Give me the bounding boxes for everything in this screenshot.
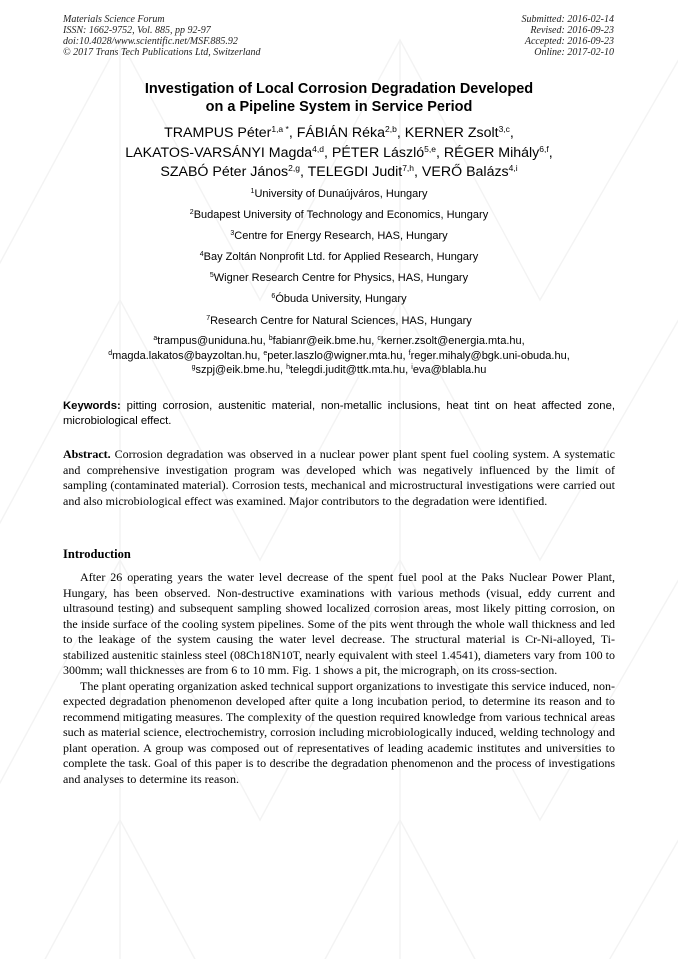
title-line-2: on a Pipeline System in Service Period bbox=[205, 99, 473, 115]
email-mark: i bbox=[411, 364, 413, 371]
author-name: KERNER Zsolt bbox=[404, 125, 499, 141]
intro-paragraph-2: The plant operating organization asked technical support organizations to investigate this service induced, non-expected degradation phenomenon developed after quite a long incubation period, to determine its reason and to recommend mitigating measures. The complexity of the question required knowledge from various technical areas such as material science, electrochemistry, corrosion including microbiologically induced, welding technology and plant operation. A group was composed out of representatives of leading academic institutes and universities to complete the task. Goal of this paper is to describe the degradation phenomenon and the process of investigations and analyses to determine its reason. bbox=[63, 678, 615, 786]
affiliation-number: 2 bbox=[189, 209, 194, 217]
affiliation-text: Research Centre for Natural Sciences, HAS, Hungary bbox=[210, 314, 472, 327]
author-line-2: LAKATOS-VARSÁNYI Magda$^{4,d}$, PÉTER László$^{5,e}$, RÉGER Mihály$^{6,f}$, bbox=[125, 143, 553, 161]
author-affiliation-mark: 3,c bbox=[498, 124, 510, 134]
affiliation-list bbox=[63, 184, 615, 332]
title-line-1: Investigation of Local Corrosion Degradation Developed bbox=[144, 81, 534, 97]
author-list bbox=[63, 124, 615, 183]
online-date: Online: 2017-02-10 bbox=[534, 47, 614, 58]
email-address: szpj@eik.bme.hu bbox=[195, 364, 281, 376]
affiliation bbox=[63, 268, 615, 289]
email-mark: a bbox=[153, 335, 158, 342]
affiliation-text: Centre for Energy Research, HAS, Hungary bbox=[234, 230, 448, 243]
author-affiliation-mark: 6,f bbox=[539, 143, 549, 154]
email-address: kerner.zsolt@energia.mta.hu bbox=[380, 335, 522, 347]
author-name: SZABÓ Péter János bbox=[160, 164, 289, 180]
author-affiliation-mark: 1,a * bbox=[271, 124, 289, 134]
author-name: TRAMPUS Péter bbox=[164, 125, 272, 141]
author-affiliation-mark: 2,g bbox=[288, 163, 300, 173]
email-mark: g bbox=[191, 364, 196, 371]
paper-title bbox=[63, 80, 615, 116]
author-affiliation-mark: 2,b bbox=[385, 124, 397, 134]
author-affiliation-mark: 5,e bbox=[424, 143, 436, 154]
email-line-1: $^a$trampus@uniduna.hu, $^b$fabianr@eik.bme.hu, $^c$kerner.zsolt@energia.mta.hu, bbox=[153, 335, 525, 347]
email-address: magda.lakatos@bayzoltan.hu bbox=[112, 349, 258, 362]
affiliation bbox=[63, 311, 615, 332]
email-address: trampus@uniduna.hu bbox=[157, 335, 263, 347]
author-name: LAKATOS-VARSÁNYI Magda bbox=[125, 144, 313, 161]
intro-paragraph-1: After 26 operating years the water level decrease of the spent fuel pool at the Paks Nuclear Power Plant, Hungary, has been observed. Non-destructive examinations with various methods (visual, eddy current and ultrasound testing) and subsequent sampling showed localized corrosion areas, most likely pitting corrosion, on the inside surface of the cooling system pipelines. Some of the pits went through the whole wall thickness and led to the leakage of the system causing the water level decrease. The structural material is Cr-Ni-alloyed, Ti-stabilized austenitic stainless steel (08Ch18N10T, nearly equivalent with steel 1.4541), diameters vary from 100 to 300mm; wall thicknesses are from 6 to 10 mm. Fig. 1 shows a pit, the micrograph, on its cross-section. bbox=[63, 570, 615, 677]
email-mark: d bbox=[108, 349, 113, 357]
abstract-label: Abstract. bbox=[63, 447, 111, 461]
author-name: TELEGDI Judit bbox=[307, 164, 403, 180]
email-mark: b bbox=[268, 335, 273, 342]
journal-name: Materials Science Forum bbox=[63, 14, 165, 25]
author-name: PÉTER László bbox=[331, 144, 425, 161]
affiliation-number: 3 bbox=[230, 230, 235, 238]
section-heading-introduction: Introduction bbox=[63, 547, 131, 561]
keywords-text: pitting corrosion, austenitic material, non-metallic inclusions, heat tint on heat affected zone, microbiological effect. bbox=[63, 400, 616, 427]
accepted-date: Accepted: 2016-09-23 bbox=[524, 36, 614, 47]
abstract-text: Corrosion degradation was observed in a nuclear power plant spent fuel cooling system. A systematic and comprehensive investigation program was developed which was negatively influenced by the limit of sampling (contaminated material). Corrosion tests, mechanical and microstructural investigations were carried out and also microbiological effect was examined. Major contributors to the degradation were identified. bbox=[63, 447, 615, 508]
email-mark: e bbox=[263, 349, 268, 357]
affiliation bbox=[63, 289, 615, 310]
email-mark: f bbox=[408, 349, 411, 357]
affiliation bbox=[63, 226, 615, 247]
author-affiliation-mark: 7,h bbox=[402, 163, 415, 173]
author-affiliation-mark: 4,d bbox=[312, 143, 324, 154]
affiliation-text: Wigner Research Centre for Physics, HAS, Hungary bbox=[213, 272, 469, 285]
affiliation-text: Óbuda University, Hungary bbox=[275, 293, 407, 306]
affiliation bbox=[63, 184, 615, 205]
keywords-paragraph bbox=[63, 399, 615, 428]
email-mark: h bbox=[286, 364, 291, 371]
email-line-2: $^d$magda.lakatos@bayzoltan.hu, $^e$peter.laszlo@wigner.mta.hu, $^f$reger.mihaly@bgk.uni-obuda.hu, bbox=[108, 349, 570, 362]
introduction-body bbox=[63, 570, 615, 787]
email-address: fabianr@eik.bme.hu bbox=[272, 335, 372, 347]
email-address: reger.mihaly@bgk.uni-obuda.hu bbox=[410, 349, 567, 362]
affiliation-text: Budapest University of Technology and Economics, Hungary bbox=[193, 209, 489, 222]
email-address: eva@blabla.hu bbox=[412, 364, 487, 376]
affiliation-number: 4 bbox=[199, 251, 204, 259]
email-mark: c bbox=[377, 335, 381, 342]
affiliation bbox=[63, 247, 615, 268]
affiliation-number: 5 bbox=[209, 272, 214, 280]
affiliation-number: 7 bbox=[206, 314, 211, 322]
email-line-3: $^g$szpj@eik.bme.hu, $^h$telegdi.judit@ttk.mta.hu, $^i$eva@blabla.hu bbox=[191, 364, 487, 376]
affiliation-number: 1 bbox=[250, 188, 255, 195]
affiliation bbox=[63, 205, 615, 226]
affiliation-number: 6 bbox=[271, 293, 276, 301]
author-name: FÁBIÁN Réka bbox=[296, 125, 386, 141]
author-line-1: TRAMPUS Péter$^{1,a *}$, FÁBIÁN Réka$^{2,b}$, KERNER Zsolt$^{3,c}$, bbox=[164, 124, 514, 141]
email-address: telegdi.judit@ttk.mta.hu bbox=[290, 364, 406, 376]
author-name: RÉGER Mihály bbox=[443, 144, 540, 161]
email-address: peter.laszlo@wigner.mta.hu bbox=[267, 349, 403, 362]
keywords-label: Keywords: bbox=[63, 400, 121, 412]
revised-date: Revised: 2016-09-23 bbox=[530, 25, 614, 36]
issn-line: ISSN: 1662-9752, Vol. 885, pp 92-97 bbox=[63, 25, 211, 36]
author-line-3: SZABÓ Péter János$^{2,g}$, TELEGDI Judit$^{7,h}$, VERŐ Balázs$^{4,i}$ bbox=[160, 163, 518, 180]
journal-info bbox=[63, 14, 261, 58]
doi-line: doi:10.4028/www.scientific.net/MSF.885.92 bbox=[63, 36, 238, 47]
abstract-paragraph bbox=[63, 447, 615, 509]
copyright-line: © 2017 Trans Tech Publications Ltd, Switzerland bbox=[63, 47, 261, 58]
email-list bbox=[63, 334, 615, 378]
submitted-date: Submitted: 2016-02-14 bbox=[521, 14, 614, 25]
author-affiliation-mark: 4,i bbox=[508, 163, 518, 173]
affiliation-text: University of Dunaújváros, Hungary bbox=[254, 188, 428, 200]
author-name: VERŐ Balázs bbox=[421, 164, 509, 180]
affiliation-text: Bay Zoltán Nonprofit Ltd. for Applied Research, Hungary bbox=[203, 251, 479, 264]
publication-dates bbox=[522, 14, 615, 58]
